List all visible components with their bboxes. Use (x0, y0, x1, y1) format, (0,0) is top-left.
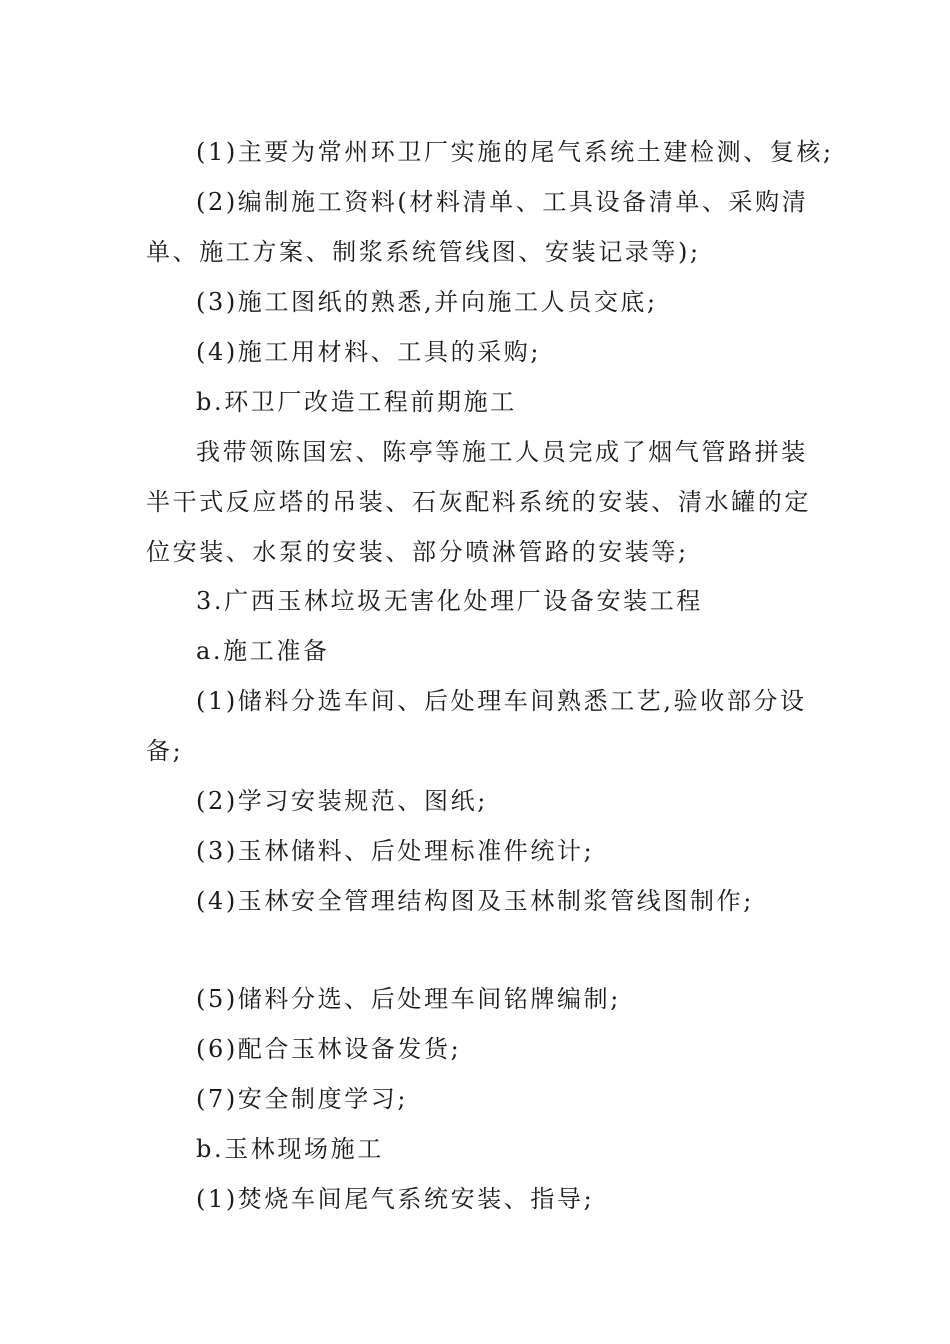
text-line-2: (2)编制施工资料(材料清单、工具设备清单、采购清 (196, 188, 809, 216)
text-line-18: (6)配合玉林设备发货; (196, 1035, 462, 1063)
text-line-13: 备; (146, 737, 184, 765)
text-line-1: (1)主要为常州环卫厂实施的尾气系统土建检测、复核; (196, 138, 834, 166)
text-line-19: (7)安全制度学习; (196, 1085, 409, 1113)
text-line-14: (2)学习安装规范、图纸; (196, 787, 488, 815)
text-line-20: b.玉林现场施工 (196, 1135, 384, 1163)
text-line-3: 单、施工方案、制浆系统管线图、安装记录等); (146, 238, 701, 266)
text-line-17: (5)储料分选、后处理车间铭牌编制; (196, 985, 621, 1013)
text-line-16: (4)玉林安全管理结构图及玉林制浆管线图制作; (196, 887, 754, 915)
text-line-11: a.施工准备 (196, 637, 330, 665)
text-line-7: 我带领陈国宏、陈亭等施工人员完成了烟气管路拼装 (196, 438, 808, 466)
text-line-6: b.环卫厂改造工程前期施工 (196, 388, 517, 416)
text-line-15: (3)玉林储料、后处理标准件统计; (196, 837, 595, 865)
text-line-5: (4)施工用材料、工具的采购; (196, 338, 542, 366)
text-line-4: (3)施工图纸的熟悉,并向施工人员交底; (196, 288, 658, 316)
text-line-10: 3.广西玉林垃圾无害化处理厂设备安装工程 (196, 587, 703, 615)
text-line-12: (1)储料分选车间、后处理车间熟悉工艺,验收部分设 (196, 687, 807, 715)
text-line-9: 位安装、水泵的安装、部分喷淋管路的安装等; (146, 538, 689, 566)
text-line-8: 半干式反应塔的吊装、石灰配料系统的安装、清水罐的定 (146, 488, 811, 516)
text-line-21: (1)焚烧车间尾气系统安装、指导; (196, 1185, 595, 1213)
